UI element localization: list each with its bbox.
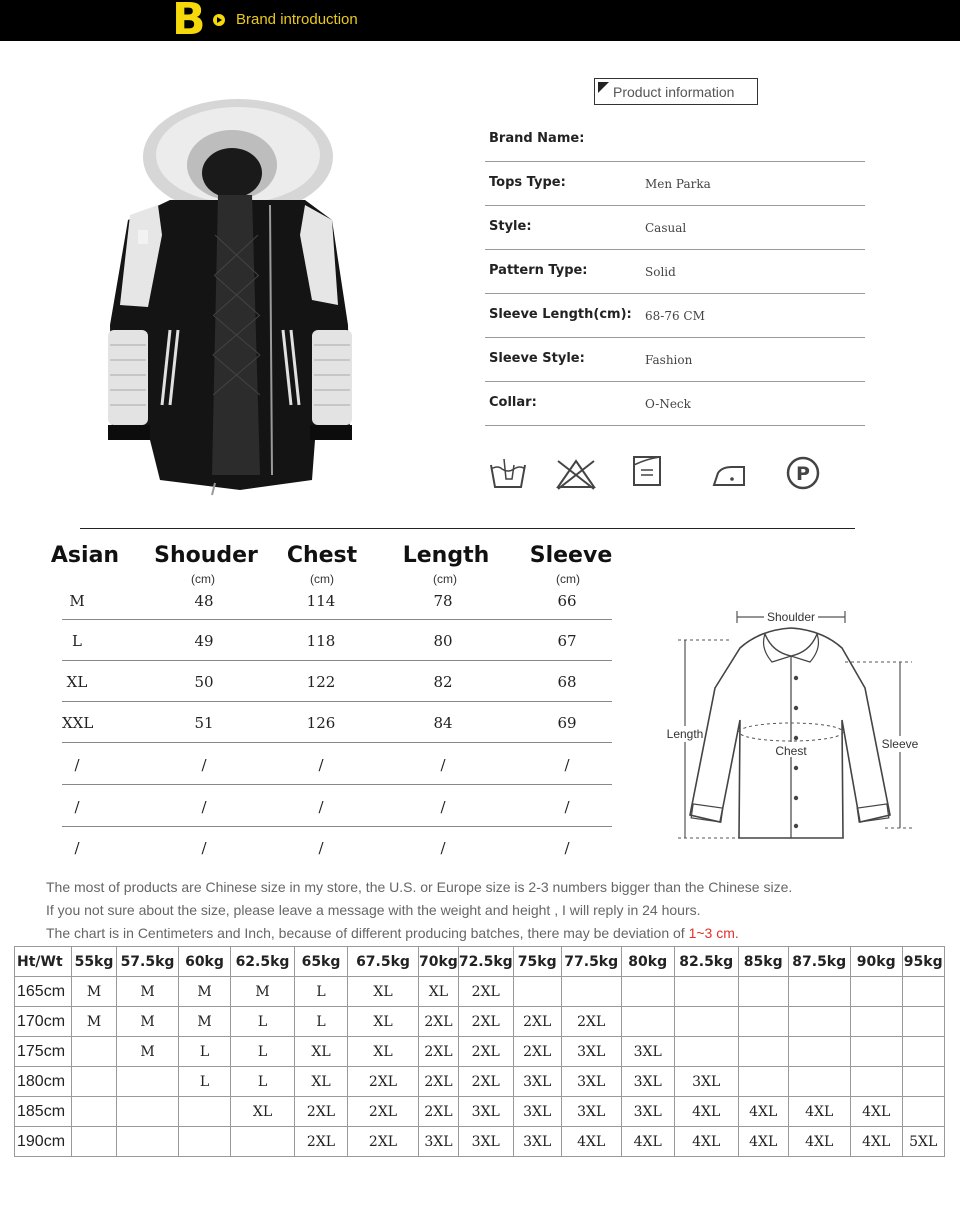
size-recommendation-cell: 2XL	[348, 1097, 419, 1127]
size-cell: /	[564, 839, 570, 857]
care-icons	[488, 455, 828, 495]
size-recommendation-cell	[674, 1037, 738, 1067]
size-row-empty	[62, 744, 612, 785]
size-recommendation-cell	[621, 1007, 674, 1037]
size-recommendation-cell	[788, 1037, 850, 1067]
size-recommendation-cell	[738, 1067, 788, 1097]
size-recommendation-cell: L	[231, 1067, 295, 1097]
size-recommendation-cell	[902, 1097, 944, 1127]
size-recommendation-cell	[788, 1007, 850, 1037]
size-cell: /	[440, 798, 446, 816]
size-recommendation-cell: L	[295, 1007, 348, 1037]
size-row-empty	[62, 786, 612, 827]
size-recommendation-cell: M	[117, 1007, 179, 1037]
size-cell: 67	[557, 632, 577, 650]
height-cell: 185cm	[15, 1097, 72, 1127]
weight-header-cell: 62.5kg	[231, 947, 295, 977]
size-recommendation-cell: 3XL	[458, 1097, 513, 1127]
table-row	[15, 1097, 945, 1127]
size-cell: 48	[194, 592, 214, 610]
dry-clean-letter: P	[796, 463, 810, 485]
size-recommendation-cell	[117, 1127, 179, 1157]
height-cell: 190cm	[15, 1127, 72, 1157]
size-recommendation-cell: 2XL	[295, 1127, 348, 1157]
unit-chest: (cm)	[310, 572, 334, 586]
weight-header-cell: 67.5kg	[348, 947, 419, 977]
spec-row-pattern-type	[485, 250, 865, 294]
height-cell: 175cm	[15, 1037, 72, 1067]
spec-row-tops-type	[485, 162, 865, 206]
tumble-dry-icon	[632, 455, 664, 489]
size-recommendation-cell	[117, 1097, 179, 1127]
banner-letter: B	[172, 0, 206, 45]
size-recommendation-cell: 4XL	[738, 1127, 788, 1157]
iron-icon	[710, 455, 752, 491]
size-row-xl	[62, 661, 612, 702]
size-recommendation-cell	[788, 977, 850, 1007]
col-header-shoulder: Shouder	[154, 543, 258, 568]
size-recommendation-cell: 2XL	[458, 1037, 513, 1067]
size-cell: /	[201, 839, 207, 857]
size-recommendation-cell: 3XL	[458, 1127, 513, 1157]
size-recommendation-cell: 3XL	[513, 1067, 561, 1097]
measurement-diagram	[660, 600, 925, 845]
length-label: Length	[666, 727, 704, 741]
size-recommendation-cell: XL	[348, 1007, 419, 1037]
size-recommendation-cell: 2XL	[513, 1007, 561, 1037]
weight-header-cell: 57.5kg	[117, 947, 179, 977]
unit-sleeve: (cm)	[556, 572, 580, 586]
note-text: The chart is in Centimeters and Inch, because of different producing batches, there may be deviation of	[46, 925, 689, 941]
size-recommendation-cell	[902, 977, 944, 1007]
spec-label: Brand Name:	[489, 131, 585, 146]
banner-title: Brand introduction	[236, 11, 358, 28]
size-recommendation-cell: 4XL	[561, 1127, 621, 1157]
size-recommendation-cell: 2XL	[561, 1007, 621, 1037]
size-recommendation-cell: 2XL	[458, 977, 513, 1007]
size-cell: 68	[557, 673, 577, 691]
size-recommendation-cell	[561, 977, 621, 1007]
size-recommendation-cell: 4XL	[621, 1127, 674, 1157]
size-cell: /	[440, 839, 446, 857]
size-cell: 69	[557, 714, 577, 732]
size-recommendation-cell: M	[72, 1007, 117, 1037]
size-recommendation-cell	[72, 1037, 117, 1067]
height-cell: 180cm	[15, 1067, 72, 1097]
spec-value: Fashion	[645, 353, 693, 367]
section-divider	[80, 528, 855, 529]
spec-row-sleeve-style	[485, 338, 865, 382]
size-recommendation-cell: 2XL	[419, 1067, 459, 1097]
size-recommendation-cell: 2XL	[419, 1037, 459, 1067]
size-recommendation-cell: 4XL	[850, 1127, 902, 1157]
size-recommendation-cell: 2XL	[513, 1037, 561, 1067]
product-information-header	[594, 78, 758, 105]
play-icon	[213, 14, 225, 26]
size-recommendation-cell: 2XL	[458, 1067, 513, 1097]
size-cell: 82	[433, 673, 453, 691]
size-recommendation-cell	[513, 977, 561, 1007]
size-recommendation-cell	[231, 1127, 295, 1157]
size-cell: /	[318, 756, 324, 774]
size-recommendation-cell: 2XL	[295, 1097, 348, 1127]
size-recommendation-cell	[738, 977, 788, 1007]
size-recommendation-cell: M	[117, 1037, 179, 1067]
spec-row-sleeve-length	[485, 294, 865, 338]
size-recommendation-cell	[850, 1037, 902, 1067]
size-cell: M	[69, 592, 85, 610]
size-recommendation-cell: 4XL	[788, 1127, 850, 1157]
col-header-asian: Asian	[50, 543, 120, 568]
size-recommendation-cell	[72, 1067, 117, 1097]
size-recommendation-cell: 3XL	[419, 1127, 459, 1157]
spec-label: Sleeve Style:	[489, 351, 585, 366]
weight-header-cell: 87.5kg	[788, 947, 850, 977]
spec-value: O-Neck	[645, 397, 691, 411]
size-cell: 49	[194, 632, 214, 650]
corner-triangle-icon	[598, 82, 609, 93]
size-recommendation-cell: 3XL	[674, 1067, 738, 1097]
weight-header-cell: 80kg	[621, 947, 674, 977]
spec-value: Men Parka	[645, 177, 711, 191]
size-recommendation-cell: 4XL	[738, 1097, 788, 1127]
size-recommendation-cell: 3XL	[621, 1097, 674, 1127]
size-cell: 84	[433, 714, 453, 732]
size-recommendation-cell: 4XL	[788, 1097, 850, 1127]
size-recommendation-cell: XL	[348, 1037, 419, 1067]
size-cell: L	[72, 632, 82, 650]
size-recommendation-cell: 3XL	[561, 1037, 621, 1067]
spec-row-style	[485, 206, 865, 250]
size-recommendation-cell: 4XL	[674, 1097, 738, 1127]
shoulder-label: Shoulder	[766, 610, 816, 624]
spec-value: Casual	[645, 221, 687, 235]
table-row	[15, 1037, 945, 1067]
size-recommendation-cell	[72, 1097, 117, 1127]
size-recommendation-cell: XL	[295, 1037, 348, 1067]
height-cell: 170cm	[15, 1007, 72, 1037]
size-recommendation-cell	[179, 1127, 231, 1157]
size-recommendation-cell	[902, 1037, 944, 1067]
size-cell: 118	[306, 632, 336, 650]
size-cell: 80	[433, 632, 453, 650]
no-bleach-icon	[554, 455, 598, 491]
size-recommendation-cell: 3XL	[621, 1067, 674, 1097]
weight-header-cell: 77.5kg	[561, 947, 621, 977]
height-weight-table	[14, 946, 945, 1157]
size-recommendation-cell	[621, 977, 674, 1007]
size-cell: /	[74, 798, 80, 816]
spec-label: Tops Type:	[489, 175, 566, 190]
size-cell: /	[440, 756, 446, 774]
spec-label: Style:	[489, 219, 532, 234]
size-recommendation-cell: M	[231, 977, 295, 1007]
height-cell: 165cm	[15, 977, 72, 1007]
size-cell: 50	[194, 673, 214, 691]
size-recommendation-cell: 2XL	[419, 1097, 459, 1127]
note-line: If you not sure about the size, please leave a message with the weight and height , I will reply in 24 hours.	[46, 902, 701, 918]
weight-header-cell: 65kg	[295, 947, 348, 977]
size-row-divider	[62, 578, 612, 620]
size-recommendation-cell	[117, 1067, 179, 1097]
size-recommendation-cell	[179, 1097, 231, 1127]
size-notes	[46, 876, 792, 945]
col-header-sleeve: Sleeve	[529, 543, 613, 568]
size-cell: /	[74, 839, 80, 857]
product-information-label: Product information	[613, 84, 735, 100]
size-recommendation-cell	[902, 1067, 944, 1097]
col-header-chest: Chest	[286, 543, 358, 568]
weight-header-cell: 75kg	[513, 947, 561, 977]
spec-label: Collar:	[489, 395, 537, 410]
size-recommendation-cell: L	[231, 1037, 295, 1067]
weight-header-cell: 82.5kg	[674, 947, 738, 977]
weight-header-cell: 72.5kg	[458, 947, 513, 977]
size-recommendation-cell	[850, 1067, 902, 1097]
size-recommendation-cell	[788, 1067, 850, 1097]
size-recommendation-cell: 2XL	[458, 1007, 513, 1037]
size-recommendation-cell: 3XL	[513, 1127, 561, 1157]
table-row	[15, 1127, 945, 1157]
spec-value: Solid	[645, 265, 676, 279]
size-cell: XL	[66, 673, 88, 691]
weight-header-cell: 90kg	[850, 947, 902, 977]
size-recommendation-cell	[72, 1127, 117, 1157]
size-recommendation-cell: XL	[231, 1097, 295, 1127]
size-cell: /	[318, 798, 324, 816]
sleeve-label: Sleeve	[881, 737, 919, 751]
weight-header-cell: 55kg	[72, 947, 117, 977]
size-cell: /	[74, 756, 80, 774]
size-recommendation-cell: 3XL	[561, 1097, 621, 1127]
chest-label: Chest	[775, 744, 807, 758]
size-recommendation-cell: M	[179, 977, 231, 1007]
size-recommendation-cell: XL	[419, 977, 459, 1007]
size-recommendation-cell: XL	[295, 1067, 348, 1097]
weight-header-cell: 70kg	[419, 947, 459, 977]
size-recommendation-cell: 2XL	[419, 1007, 459, 1037]
size-recommendation-cell: L	[295, 977, 348, 1007]
size-recommendation-cell: L	[179, 1067, 231, 1097]
spec-label: Pattern Type:	[489, 263, 588, 278]
size-recommendation-cell	[738, 1007, 788, 1037]
dry-clean-p-icon	[786, 455, 822, 491]
size-recommendation-cell	[674, 1007, 738, 1037]
size-cell: 51	[194, 714, 214, 732]
size-cell: 126	[306, 714, 336, 732]
size-recommendation-cell: XL	[348, 977, 419, 1007]
weight-header-cell: 60kg	[179, 947, 231, 977]
size-row-empty	[62, 827, 612, 868]
size-row-l	[62, 620, 612, 661]
size-recommendation-cell	[902, 1007, 944, 1037]
size-recommendation-cell: 2XL	[348, 1067, 419, 1097]
weight-header-cell: 95kg	[902, 947, 944, 977]
spec-value: 68-76 CM	[645, 309, 705, 323]
size-recommendation-cell: M	[117, 977, 179, 1007]
size-recommendation-cell: L	[179, 1037, 231, 1067]
unit-length: (cm)	[433, 572, 457, 586]
unit-shoulder: (cm)	[191, 572, 215, 586]
size-recommendation-cell: 3XL	[561, 1067, 621, 1097]
size-recommendation-cell	[850, 977, 902, 1007]
table-row	[15, 1007, 945, 1037]
size-recommendation-cell: 3XL	[621, 1037, 674, 1067]
product-jacket-image	[100, 95, 370, 505]
size-recommendation-cell: 4XL	[850, 1097, 902, 1127]
table-row	[15, 1067, 945, 1097]
size-recommendation-cell: 3XL	[513, 1097, 561, 1127]
deviation-highlight: 1~3 cm.	[688, 925, 739, 941]
table-header-row	[15, 947, 945, 977]
size-cell: /	[564, 798, 570, 816]
size-cell: 114	[306, 592, 336, 610]
size-cell: XXL	[62, 714, 94, 732]
size-recommendation-cell	[850, 1007, 902, 1037]
size-recommendation-cell	[674, 977, 738, 1007]
size-recommendation-cell: 4XL	[674, 1127, 738, 1157]
size-cell: 66	[557, 592, 577, 610]
size-recommendation-cell: L	[231, 1007, 295, 1037]
size-cell: 122	[306, 673, 336, 691]
size-cell: /	[201, 798, 207, 816]
size-recommendation-cell: 2XL	[348, 1127, 419, 1157]
size-cell: /	[318, 839, 324, 857]
size-cell: 78	[433, 592, 453, 610]
weight-header-cell: 85kg	[738, 947, 788, 977]
table-corner-cell: Ht/Wt	[15, 947, 72, 977]
size-recommendation-cell: 5XL	[902, 1127, 944, 1157]
hand-wash-icon	[488, 455, 528, 491]
brand-banner	[0, 0, 960, 45]
note-line: The most of products are Chinese size in my store, the U.S. or Europe size is 2-3 numbers bigger than the Chinese size.	[46, 879, 793, 895]
spec-row-brand-name	[485, 118, 865, 162]
size-recommendation-cell	[738, 1037, 788, 1067]
col-header-length: Length	[402, 543, 490, 568]
size-cell: /	[564, 756, 570, 774]
note-line	[46, 922, 792, 945]
spec-label: Sleeve Length(cm):	[489, 307, 632, 322]
size-row-xxl	[62, 702, 612, 743]
spec-row-collar	[485, 382, 865, 426]
size-cell: /	[201, 756, 207, 774]
size-recommendation-cell: M	[179, 1007, 231, 1037]
size-recommendation-cell: M	[72, 977, 117, 1007]
table-row	[15, 977, 945, 1007]
